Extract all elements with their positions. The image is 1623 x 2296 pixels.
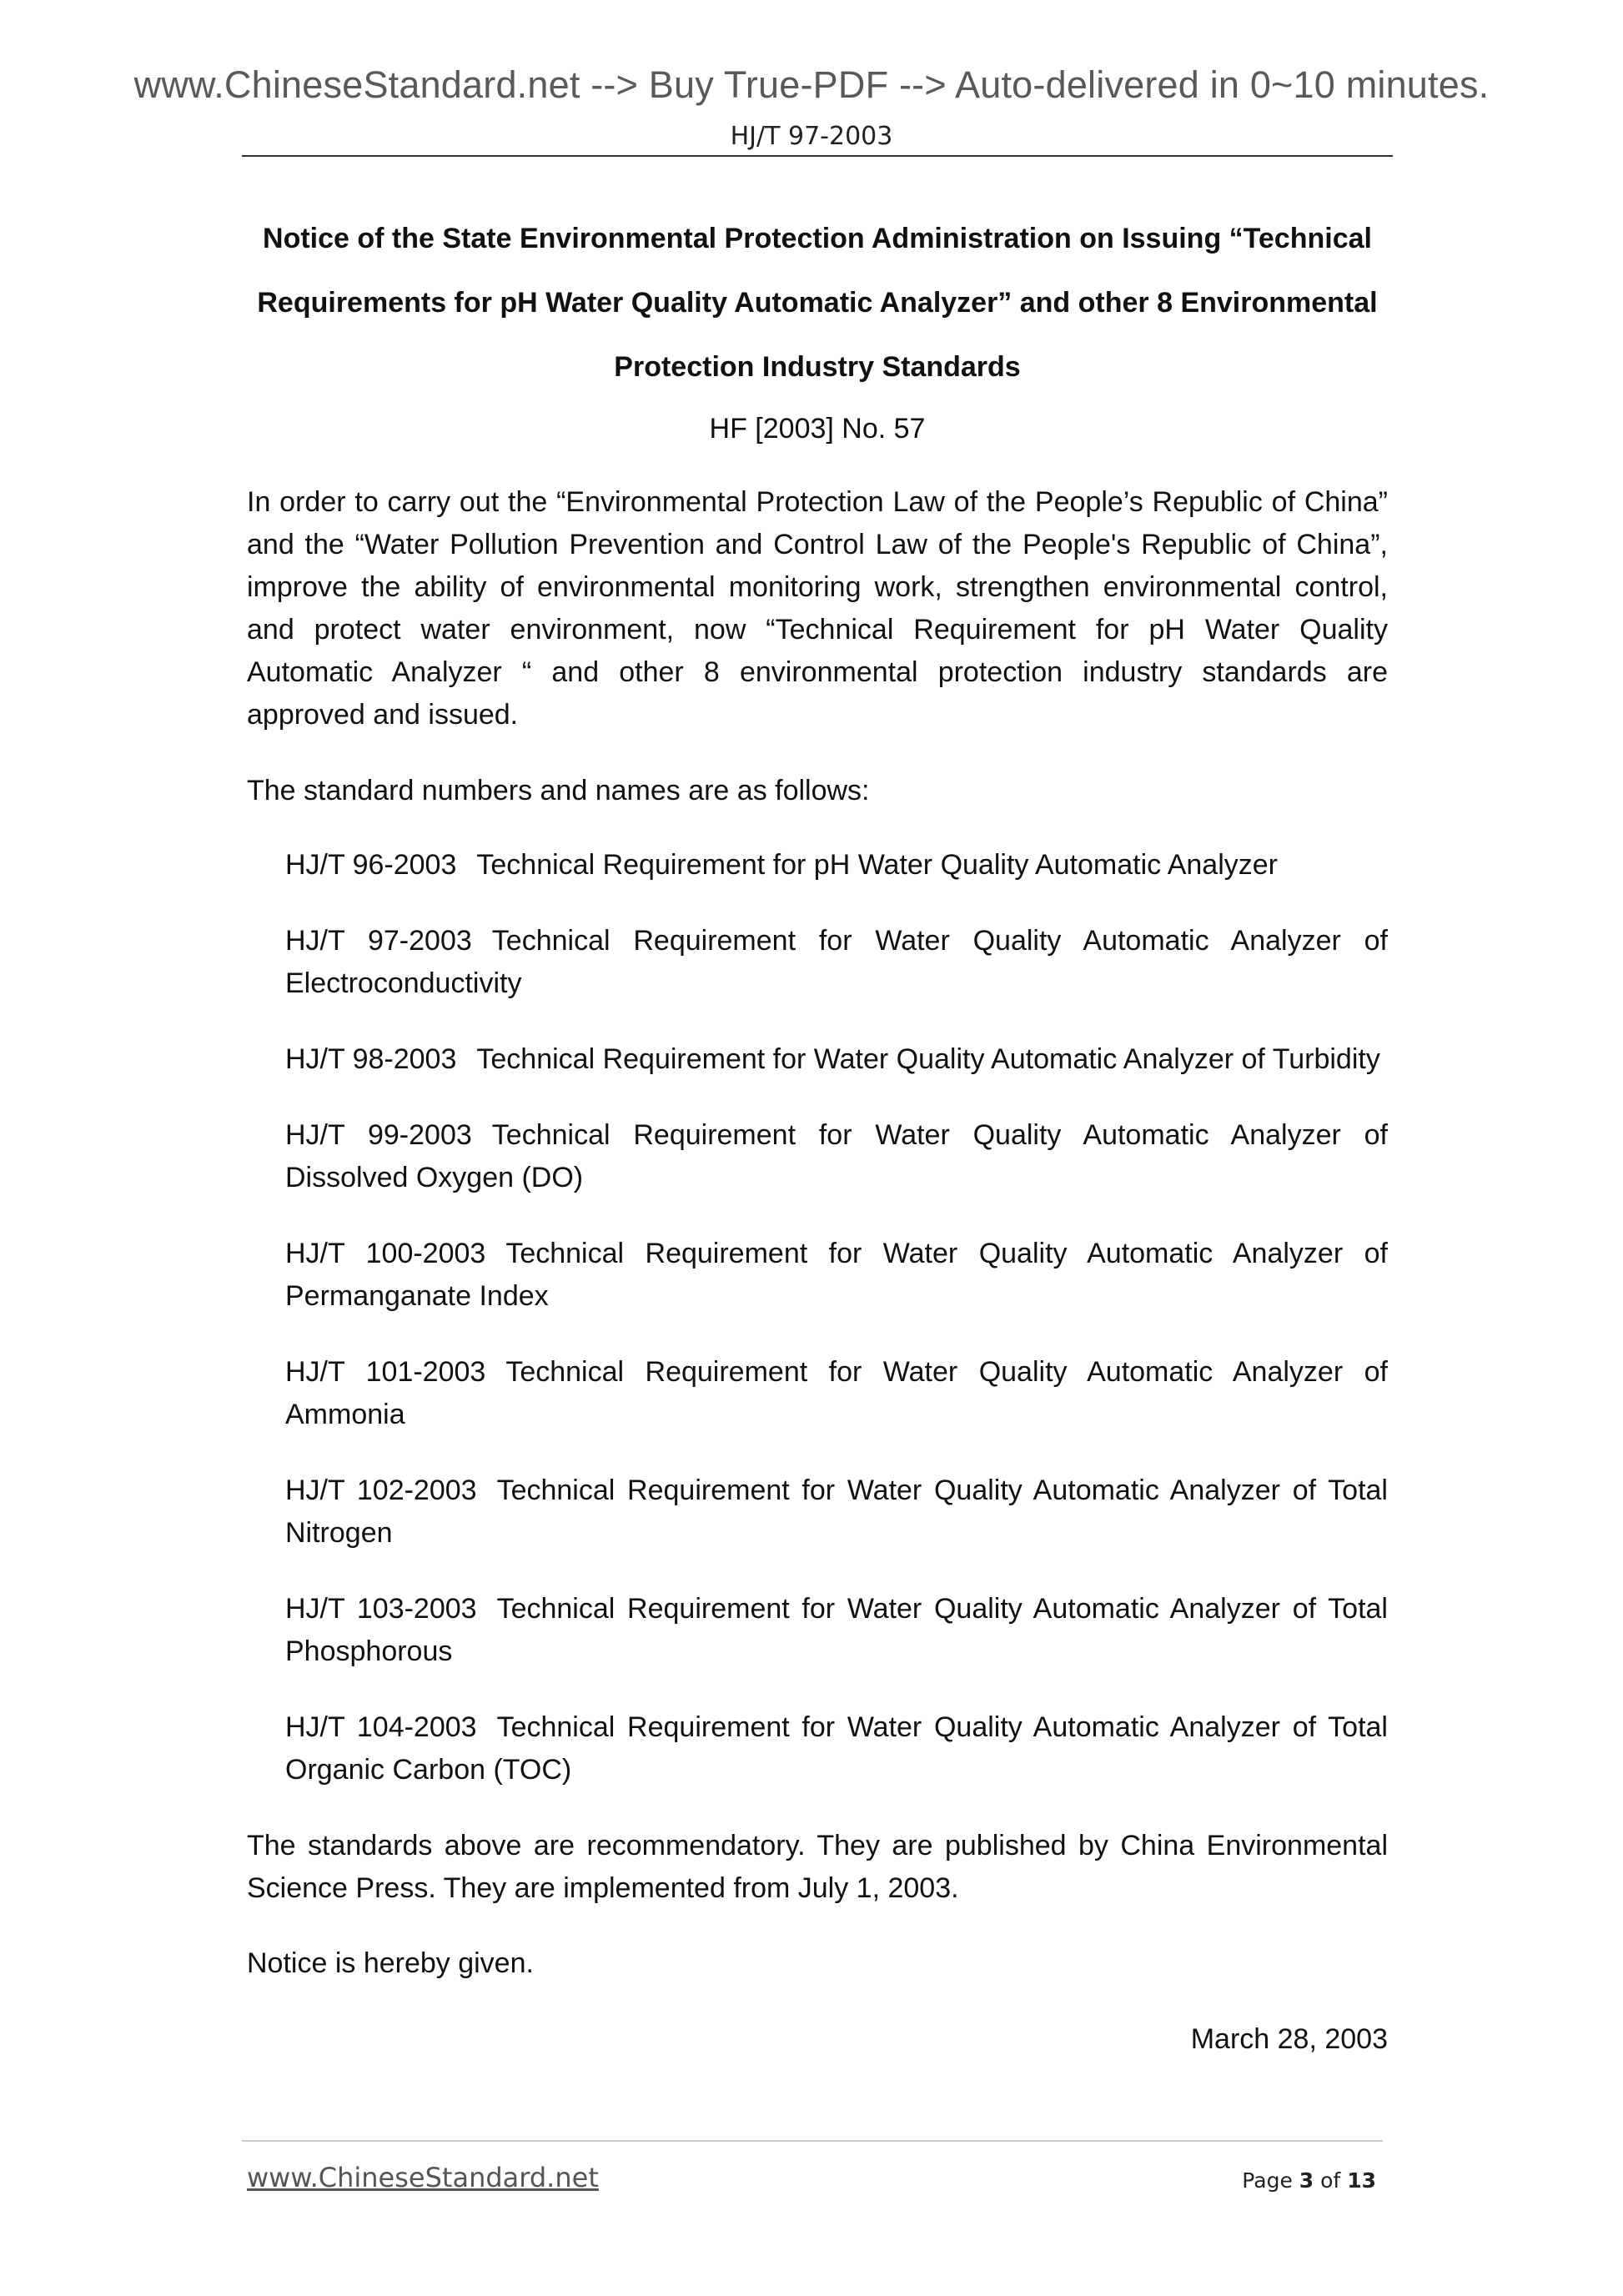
notice-title-line-2: Requirements for pH Water Quality Automatic Analyzer” and other 8 Environmental — [257, 287, 1378, 319]
standard-item — [285, 1706, 1388, 1791]
page-of: of — [1320, 2168, 1341, 2193]
standard-name: Technical Requirement for Water Quality Automatic Analyzer of Ammonia — [285, 1356, 1388, 1430]
notice-title-line-3: Protection Industry Standards — [614, 351, 1021, 383]
page-prefix: Page — [1242, 2168, 1293, 2193]
header-divider — [242, 155, 1393, 157]
standard-item — [285, 844, 1388, 887]
standard-name: Technical Requirement for Water Quality Automatic Analyzer of Dissolved Oxygen (DO) — [285, 1119, 1388, 1193]
standard-code: HJ/T 100-2003 — [285, 1238, 486, 1269]
standard-code: HJ/T 99-2003 — [285, 1119, 472, 1151]
notice-reference: HF [2003] No. 57 — [709, 413, 926, 445]
standard-code: HJ/T 102-2003 — [285, 1475, 477, 1506]
standard-name: Technical Requirement for Water Quality Automatic Analyzer of Turbidity — [476, 1043, 1380, 1075]
page-total: 13 — [1347, 2168, 1376, 2193]
standard-name: Technical Requirement for Water Quality Automatic Analyzer of Total Nitrogen — [285, 1475, 1388, 1549]
page-current: 3 — [1299, 2168, 1314, 2193]
page-body — [247, 207, 1388, 2061]
page-indicator — [1242, 2168, 1376, 2193]
standard-item — [285, 1588, 1388, 1673]
standard-code: HJ/T 97-2003 — [285, 925, 472, 957]
standard-code: HJ/T 103-2003 — [285, 1593, 477, 1625]
standard-name: Technical Requirement for Water Quality Automatic Analyzer of Electroconductivity — [285, 925, 1388, 999]
notice-date: March 28, 2003 — [1190, 2023, 1388, 2055]
standard-code: HJ/T 98-2003 — [285, 1043, 457, 1075]
list-intro: The standard numbers and names are as follows: — [247, 775, 870, 806]
standard-item — [285, 1470, 1388, 1555]
standard-code: HJ/T 101-2003 — [285, 1356, 486, 1388]
standard-name: Technical Requirement for pH Water Quality Automatic Analyzer — [476, 849, 1278, 881]
notice-title-line-1: Notice of the State Environmental Protection Administration on Issuing “Technical — [263, 223, 1372, 254]
standard-item — [285, 920, 1388, 1005]
footer-divider — [242, 2140, 1383, 2142]
standard-name: Technical Requirement for Water Quality Automatic Analyzer of Total Phosphorous — [285, 1593, 1388, 1667]
standard-code: HJ/T 104-2003 — [285, 1711, 477, 1743]
footer-link[interactable]: www.ChineseStandard.net — [247, 2162, 599, 2193]
standard-code: HJ/T 96-2003 — [285, 849, 457, 881]
standard-name: Technical Requirement for Water Quality Automatic Analyzer of Total Organic Carbon (TOC) — [285, 1711, 1388, 1786]
standard-item — [285, 1038, 1388, 1081]
top-banner[interactable]: www.ChineseStandard.net --> Buy True-PDF --> Auto-delivered in 0~10 minutes. — [133, 63, 1490, 106]
standard-item — [285, 1114, 1388, 1199]
standard-item — [285, 1233, 1388, 1318]
notice-given: Notice is hereby given. — [247, 1947, 534, 1979]
document-number: HJ/T 97-2003 — [730, 122, 893, 151]
standard-name: Technical Requirement for Water Quality Automatic Analyzer of Permanganate Index — [285, 1238, 1388, 1312]
standards-list — [247, 844, 1388, 1791]
closing-paragraph: The standards above are recommendatory. They are published by China Environmental Science Press. They are implemented from July 1, 2003. — [247, 1830, 1388, 1904]
standard-item — [285, 1351, 1388, 1436]
intro-paragraph: In order to carry out the “Environmental Protection Law of the People’s Republic of China” and the “Water Pollution Prevention and Control Law of the People's Republic of China”, improve the ability of environmental monitoring work, strengthen environmental control, and protect water environment, now “Technical Requirement for pH Water Quality Automatic Analyzer “ and other 8 environmental protection industry standards are approved and issued. — [247, 486, 1388, 731]
